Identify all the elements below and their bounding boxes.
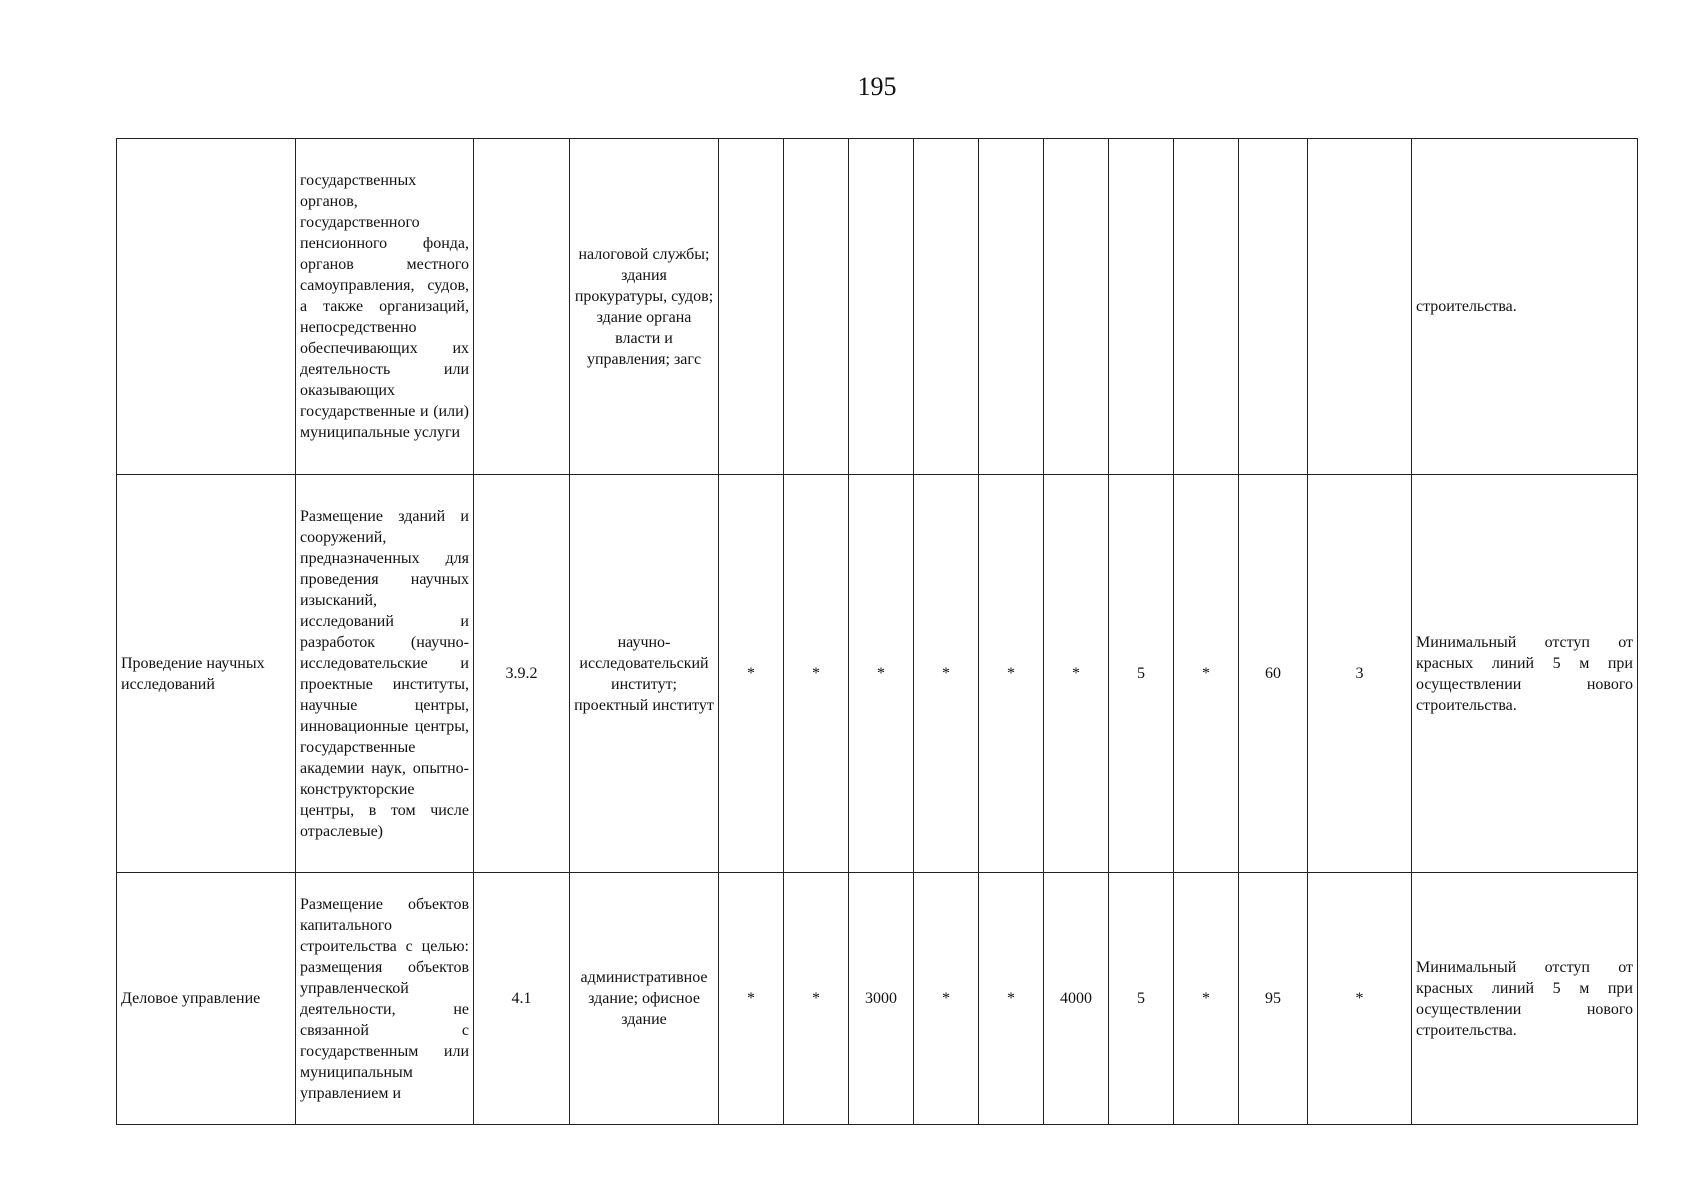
use-name-cell: Деловое управление [117, 873, 296, 1125]
param-cell-1 [719, 139, 784, 475]
param-cell-4: * [914, 475, 979, 873]
param-cell-9: 60 [1239, 475, 1308, 873]
param-cell-3: 3000 [849, 873, 914, 1125]
param-cell-6 [1044, 139, 1109, 475]
objects-cell: научно-исследовательский институт; проектный институт [570, 475, 719, 873]
objects-cell: административное здание; офисное здание [570, 873, 719, 1125]
param-cell-8 [1174, 139, 1239, 475]
table-row [117, 475, 1638, 873]
use-code-cell: 3.9.2 [474, 475, 570, 873]
use-code-cell [474, 139, 570, 475]
param-cell-9: 95 [1239, 873, 1308, 1125]
param-cell-10: 3 [1308, 475, 1412, 873]
param-cell-9 [1239, 139, 1308, 475]
use-code-cell: 4.1 [474, 873, 570, 1125]
table-row [117, 873, 1638, 1125]
param-cell-6: * [1044, 475, 1109, 873]
param-cell-4: * [914, 873, 979, 1125]
param-cell-10: * [1308, 873, 1412, 1125]
param-cell-3 [849, 139, 914, 475]
param-cell-7: 5 [1109, 475, 1174, 873]
param-cell-6: 4000 [1044, 873, 1109, 1125]
param-cell-3: * [849, 475, 914, 873]
use-name-cell [117, 139, 296, 475]
table-row [117, 139, 1638, 475]
page-number: 195 [857, 72, 897, 101]
param-cell-10 [1308, 139, 1412, 475]
param-cell-5 [979, 139, 1044, 475]
use-name-cell: Проведение научных исследований [117, 475, 296, 873]
param-cell-8: * [1174, 475, 1239, 873]
use-description-cell: Размещение зданий и сооружений, предназначенных для проведения научных изысканий, исследований и разработок (научно-исследовательские и проектные институты, научные центры, инновационные центры, государственные академии наук, опытно-конструкторские центры, в том числе отраслевые) [296, 475, 474, 873]
objects-cell: налоговой службы; здания прокуратуры, судов; здание органа власти и управления; загс [570, 139, 719, 475]
param-cell-5: * [979, 873, 1044, 1125]
param-cell-2 [784, 139, 849, 475]
use-description-cell: Размещение объектов капитального строительства с целью: размещения объектов управленческой деятельности, не связанной с государственным или муниципальным управлением и [296, 873, 474, 1125]
zoning-table [116, 138, 1638, 1125]
note-cell: строительства. [1412, 139, 1638, 475]
note-cell: Минимальный отступ от красных линий 5 м при осуществлении нового строительства. [1412, 475, 1638, 873]
param-cell-1: * [719, 873, 784, 1125]
param-cell-4 [914, 139, 979, 475]
param-cell-8: * [1174, 873, 1239, 1125]
param-cell-1: * [719, 475, 784, 873]
use-description-cell: государственных органов, государственного пенсионного фонда, органов местного самоуправления, судов, а также организаций, непосредственно обеспечивающих их деятельность или оказывающих государственные и (или) муниципальные услуги [296, 139, 474, 475]
param-cell-7: 5 [1109, 873, 1174, 1125]
param-cell-7 [1109, 139, 1174, 475]
param-cell-5: * [979, 475, 1044, 873]
param-cell-2: * [784, 873, 849, 1125]
note-cell: Минимальный отступ от красных линий 5 м при осуществлении нового строительства. [1412, 873, 1638, 1125]
param-cell-2: * [784, 475, 849, 873]
